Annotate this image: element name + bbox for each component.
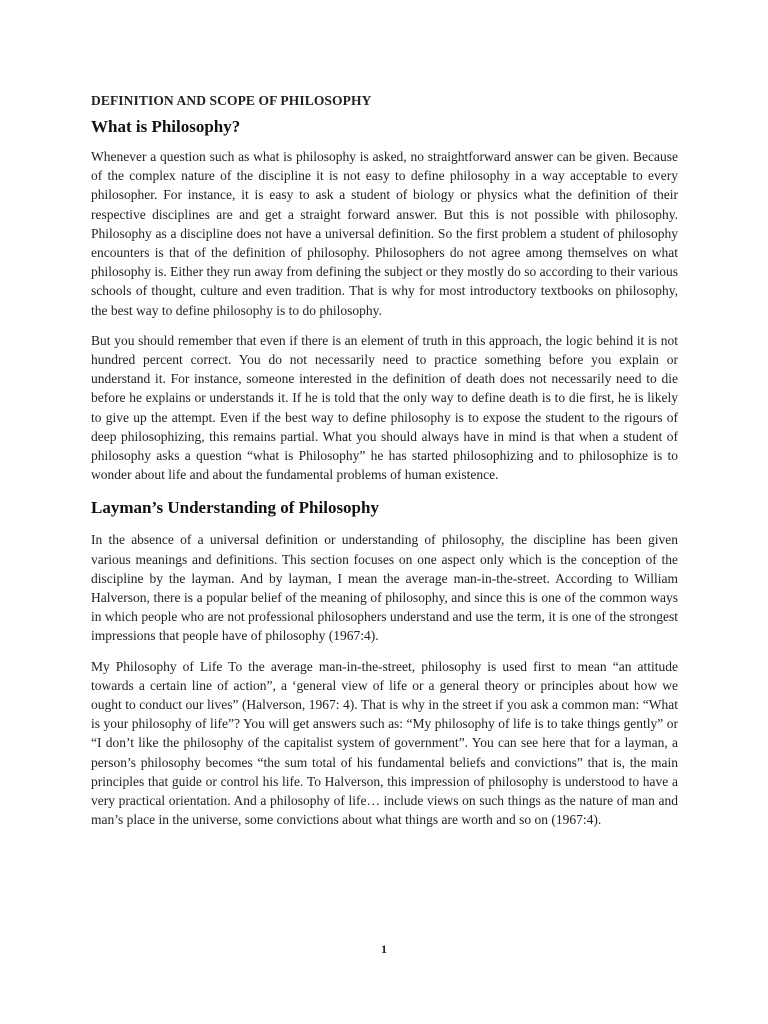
section-heading-laymans-understanding: Layman’s Understanding of Philosophy bbox=[91, 498, 379, 518]
page-number: 1 bbox=[381, 942, 387, 956]
section-heading-what-is-philosophy: What is Philosophy? bbox=[91, 117, 241, 136]
document-title: DEFINITION AND SCOPE OF PHILOSOPHY bbox=[91, 93, 372, 108]
paragraph: In the absence of a universal definition or understanding of philosophy, the discipline has been given various meanings and definitions. This section focuses on one aspect only which is the conception of the discipline by the layman. And by layman, I mean the average man-in-the-street. According to William Halverson, there is a popular belief of the meaning of philosophy, and since this is one of the common ways in which people who are not professional philosophers understand and use the term, it is one of the strongest impressions that people have of philosophy (1967:4). bbox=[91, 532, 678, 644]
document-page bbox=[91, 93, 678, 841]
paragraph: But you should remember that even if there is an element of truth in this approach, the logic behind it is not hundred percent correct. You do not necessarily need to practice something before you explain or understand it. For instance, someone interested in the definition of death does not necessarily need to die before he explains or understands it. If he is told that the only way to define death is to die first, he is likely to give up the attempt. Even if the best way to define philosophy is to expose the student to the rigours of deep philosophizing, this remains partial. What you should always have in mind is that when a student of philosophy asks a question “what is Philosophy” he has started philosophizing and to philosophize is to wonder about life and about the fundamental problems of human existence. bbox=[91, 332, 678, 483]
paragraph: Whenever a question such as what is philosophy is asked, no straightforward answer can be given. Because of the complex nature of the discipline it is not easy to define philosophy in a way acceptable to every philosopher. For instance, it is easy to ask a student of biology or physics what the definition of their respective disciplines are and get a straight forward answer. But this is not possible with philosophy. Philosophy as a discipline does not have a universal definition. So the first problem a student of philosophy encounters is that of the definition of philosophy. Philosophers do not agree among themselves on what philosophy is. Either they run away from defining the subject or they mostly do so according to their various schools of thought, culture and even tradition. That is why for most introductory textbooks on philosophy, the best way to define philosophy is to do philosophy. bbox=[91, 149, 678, 318]
paragraph: My Philosophy of Life To the average man-in-the-street, philosophy is used first to mean “an attitude towards a certain line of action”, a ‘general view of life or a general theory or principles about how we ought to conduct our lives” (Halverson, 1967: 4). That is why in the street if you ask a common man: “What is your philosophy of life”? You will get answers such as: “My philosophy of life is to take things gently” or “I don’t like the philosophy of the capitalist system of government”. You can see here that for a layman, a person’s philosophy becomes “the sum total of his fundamental beliefs and convictions” that is, the main principles that guide or control his life. To Halverson, this impression of philosophy is understood to have a very practical orientation. And a philosophy of life… include views on such things as the nature of man and man’s place in the universe, some convictions about what things are worth and so on (1967:4). bbox=[91, 658, 678, 828]
